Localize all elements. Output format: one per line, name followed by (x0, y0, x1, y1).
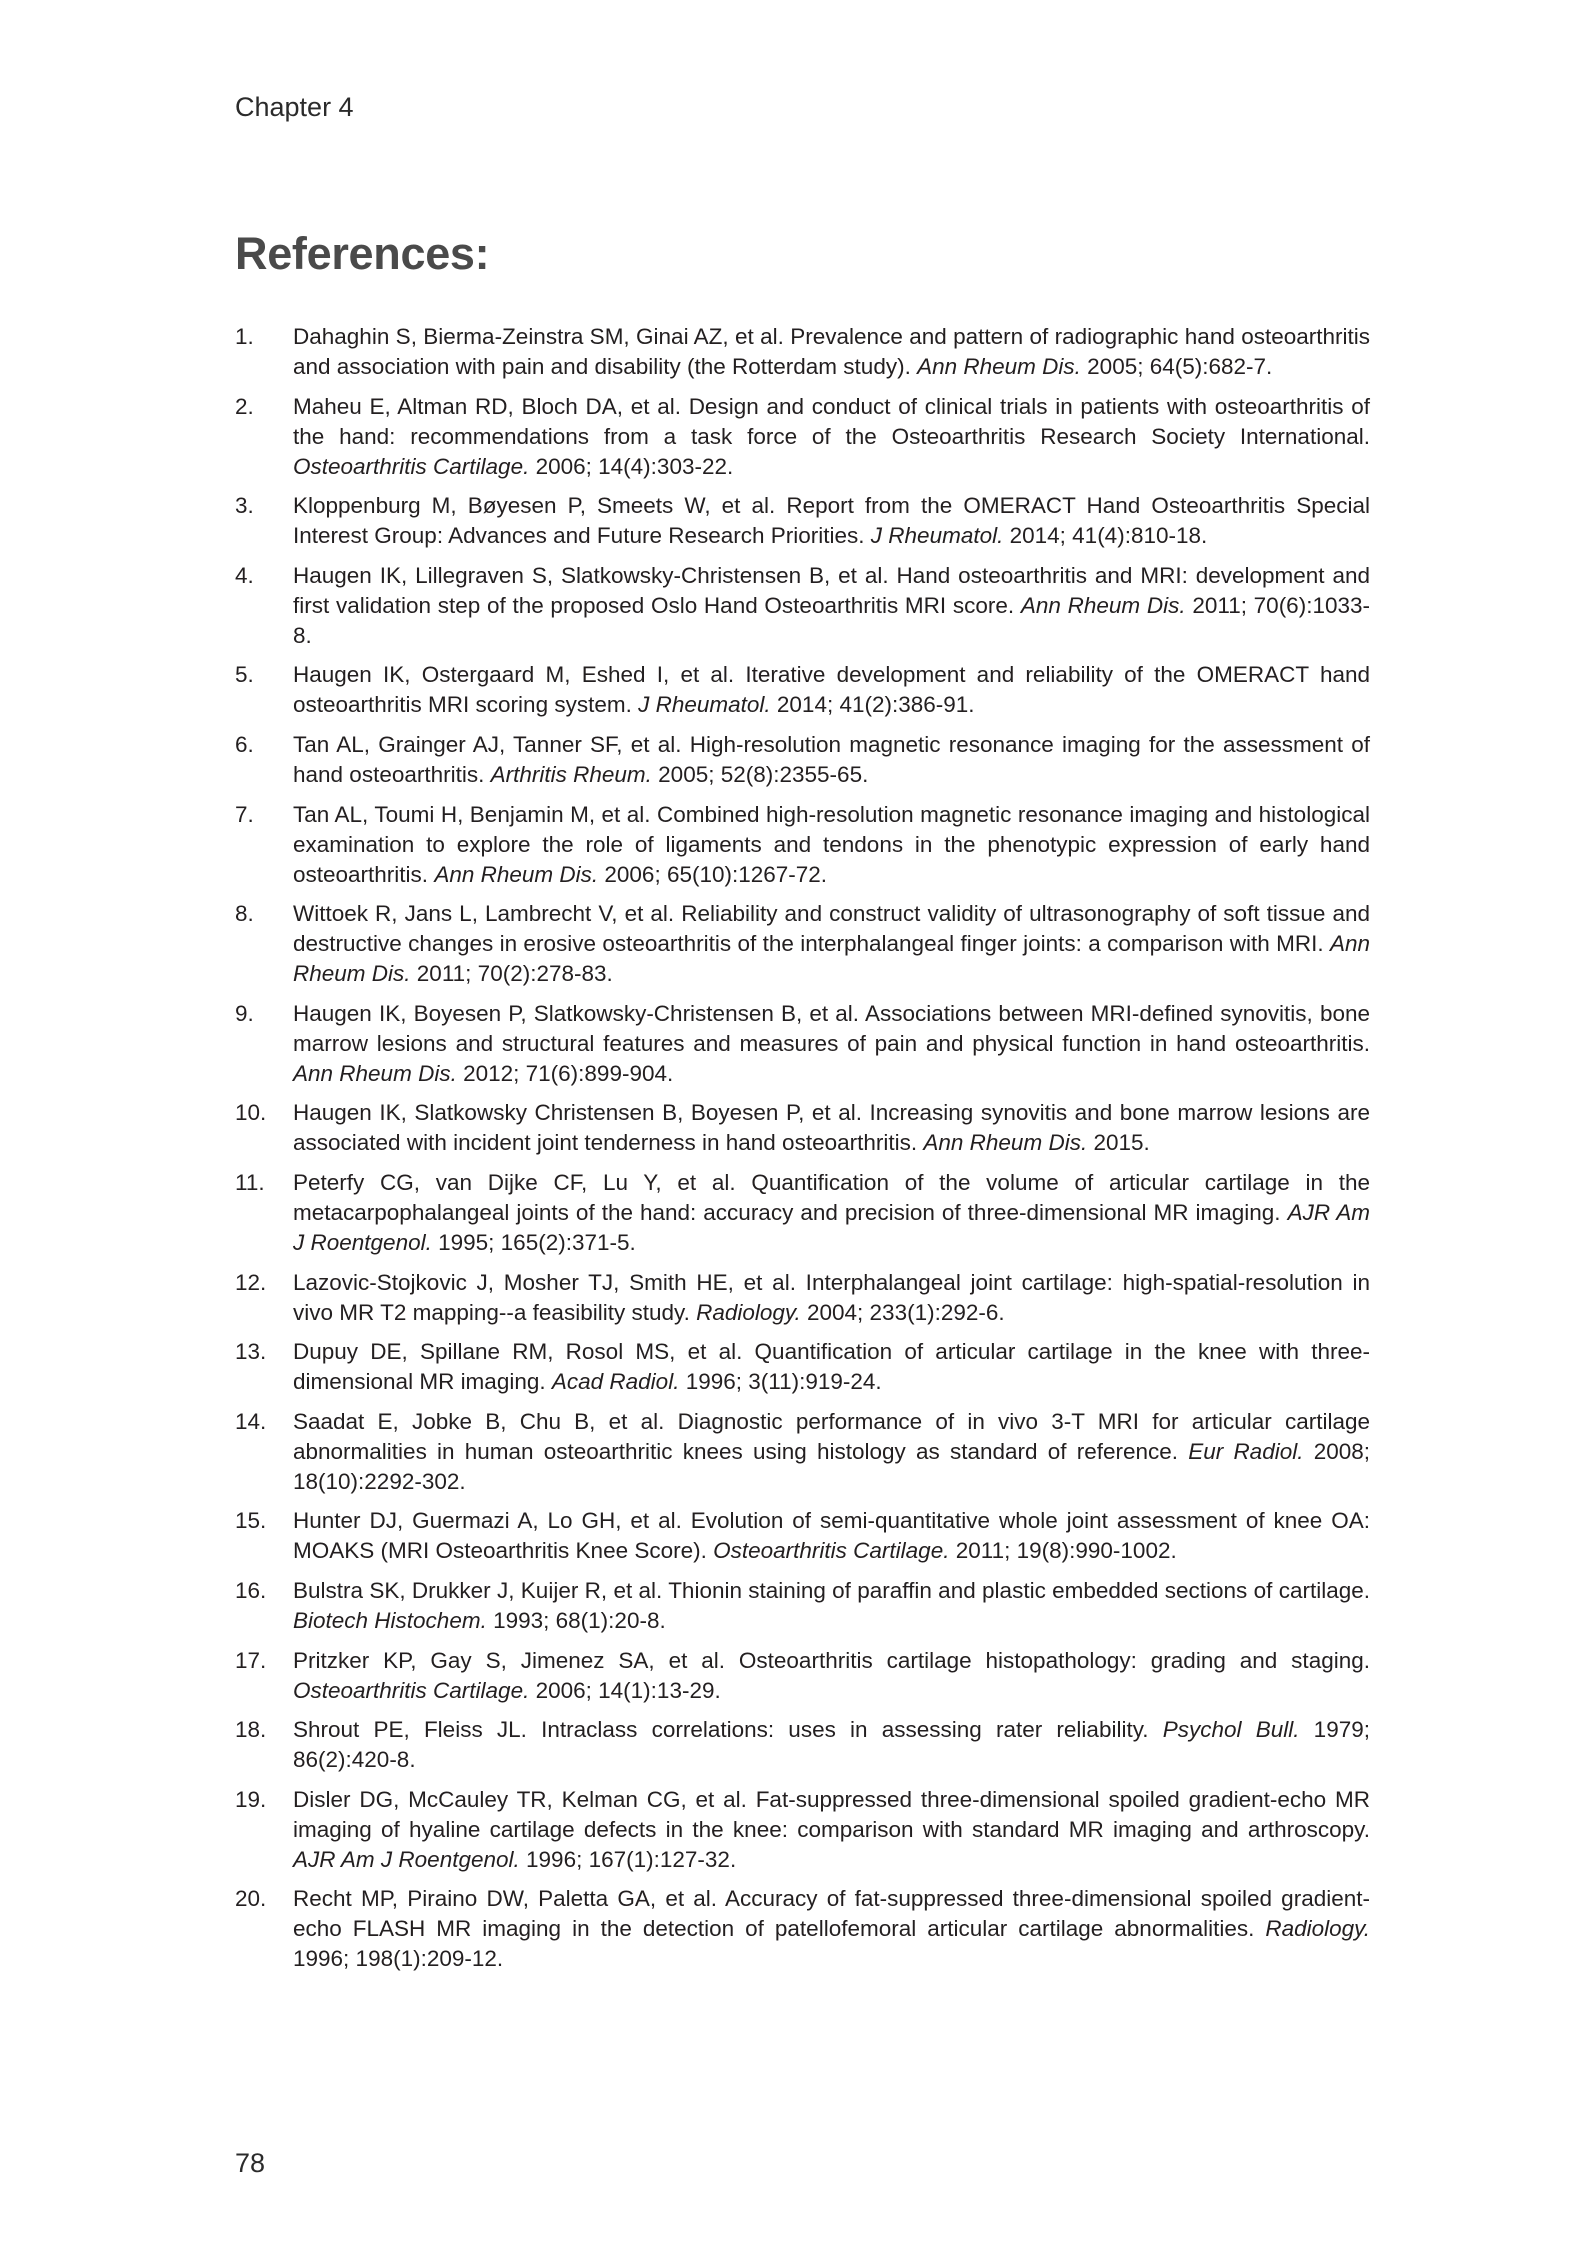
reference-item (235, 730, 1370, 790)
reference-text: Disler DG, McCauley TR, Kelman CG, et al. Fat-suppressed three-dimensional spoiled gradient-echo MR imaging of hyaline cartilage defects in the knee: comparison with standard MR imaging and arthroscopy. (293, 1786, 1370, 1842)
reference-number: 8. (235, 901, 254, 927)
reference-number: 14. (235, 1408, 267, 1434)
reference-journal: Ann Rheum Dis. (434, 861, 599, 887)
reference-details: 1996; 167(1):127-32. (519, 1846, 737, 1872)
reference-details: 1996; 3(11):919-24. (679, 1369, 882, 1395)
reference-details: 2008; 18(10):2292-302. (293, 1438, 1370, 1494)
reference-text: Dupuy DE, Spillane RM, Rosol MS, et al. Quantification of articular cartilage in the knee with three-dimensional MR imaging. (293, 1339, 1370, 1395)
reference-number: 5. (235, 662, 254, 688)
reference-details: 2014; 41(2):386-91. (770, 692, 975, 718)
reference-item (235, 899, 1370, 989)
reference-number: 16. (235, 1577, 267, 1603)
reference-item (235, 322, 1370, 382)
reference-item (235, 1168, 1370, 1258)
reference-text: Recht MP, Piraino DW, Paletta GA, et al. Accuracy of fat-suppressed three-dimensional spoiled gradient-echo FLASH MR imaging in the detection of patellofemoral articular cartilage abnormalities. (293, 1886, 1370, 1942)
reference-text: Hunter DJ, Guermazi A, Lo GH, et al. Evolution of semi-quantitative whole joint assessment of knee OA: MOAKS (MRI Osteoarthritis Knee Score). (293, 1508, 1370, 1564)
reference-journal: Ann Rheum Dis. (917, 354, 1081, 379)
reference-text: Kloppenburg M, Bøyesen P, Smeets W, et al. Report from the OMERACT Hand Osteoarthritis Special Interest Group: Advances and Future Research Priorities. (293, 493, 1370, 549)
reference-item (235, 561, 1370, 651)
reference-item (235, 999, 1370, 1089)
reference-details: 2012; 71(6):899-904. (456, 1060, 674, 1086)
chapter-header: Chapter 4 (235, 92, 354, 122)
reference-details: 1995; 165(2):371-5. (431, 1229, 636, 1255)
reference-item (235, 800, 1370, 890)
reference-item (235, 1337, 1370, 1397)
reference-item (235, 1506, 1370, 1566)
reference-details: 2004; 233(1):292-6. (800, 1299, 1005, 1325)
reference-item (235, 1407, 1370, 1497)
reference-text: Bulstra SK, Drukker J, Kuijer R, et al. Thionin staining of paraffin and plastic embedded sections of cartilage. (293, 1577, 1370, 1603)
reference-item (235, 1884, 1370, 1974)
reference-number: 12. (235, 1269, 267, 1295)
reference-text: Tan AL, Toumi H, Benjamin M, et al. Combined high-resolution magnetic resonance imaging and histological examination to explore the role of ligaments and tendons in the phenotypic expression of early hand osteoarthritis. (293, 801, 1370, 887)
reference-number: 18. (235, 1717, 267, 1743)
reference-text: Shrout PE, Fleiss JL. Intraclass correlations: uses in assessing rater reliability. (293, 1717, 1163, 1743)
reference-number: 19. (235, 1786, 267, 1812)
reference-details: 1979; 86(2):420-8. (293, 1717, 1370, 1773)
reference-item (235, 1715, 1370, 1775)
reference-details: 1996; 198(1):209-12. (293, 1946, 504, 1972)
reference-journal: Osteoarthritis Cartilage. (713, 1538, 950, 1564)
reference-journal: J Rheumatol. (638, 692, 771, 718)
reference-item (235, 1646, 1370, 1706)
reference-number: 13. (235, 1339, 267, 1365)
reference-number: 9. (235, 1000, 254, 1026)
references-heading: References: (235, 228, 490, 279)
reference-list (235, 322, 1370, 1984)
reference-journal: Biotech Histochem. (293, 1607, 487, 1633)
reference-number: 20. (235, 1886, 267, 1912)
reference-details: 2015. (1087, 1130, 1150, 1156)
reference-number: 11. (235, 1169, 265, 1195)
reference-item (235, 1785, 1370, 1875)
reference-number: 3. (235, 493, 254, 519)
reference-journal: Radiology. (1265, 1916, 1370, 1942)
reference-number: 1. (235, 324, 254, 349)
reference-text: Tan AL, Grainger AJ, Tanner SF, et al. High-resolution magnetic resonance imaging for the assessment of hand osteoarthritis. (293, 731, 1370, 787)
reference-number: 17. (235, 1647, 267, 1673)
reference-journal: AJR Am J Roentgenol. (293, 1199, 1370, 1255)
reference-item (235, 392, 1370, 482)
reference-text: Maheu E, Altman RD, Bloch DA, et al. Design and conduct of clinical trials in patients with osteoarthritis of the hand: recommendations from a task force of the Osteoarthritis Research Society International. (293, 393, 1370, 449)
reference-journal: Psychol Bull. (1162, 1717, 1300, 1743)
reference-journal: Eur Radiol. (1188, 1438, 1304, 1464)
reference-journal: Ann Rheum Dis. (923, 1130, 1088, 1156)
reference-journal: Osteoarthritis Cartilage. (293, 453, 530, 479)
reference-details: 2014; 41(4):810-18. (1003, 523, 1208, 549)
reference-text: Haugen IK, Lillegraven S, Slatkowsky-Christensen B, et al. Hand osteoarthritis and MRI: development and first validation step of the proposed Oslo Hand Osteoarthritis MRI score. (293, 562, 1370, 618)
reference-number: 4. (235, 562, 254, 588)
reference-number: 10. (235, 1100, 267, 1126)
reference-journal: Ann Rheum Dis. (293, 931, 1370, 987)
reference-text: Haugen IK, Boyesen P, Slatkowsky-Christensen B, et al. Associations between MRI-defined synovitis, bone marrow lesions and structural features and measures of pain and physical function in hand osteoarthritis. (293, 1000, 1370, 1056)
page-number: 78 (235, 2148, 266, 2178)
reference-details: 2011; 70(6):1033-8. (293, 592, 1370, 648)
reference-details: 2011; 70(2):278-83. (410, 961, 613, 987)
reference-journal: Radiology. (696, 1299, 801, 1325)
reference-text: Wittoek R, Jans L, Lambrecht V, et al. Reliability and construct validity of ultrasonography of soft tissue and destructive changes in erosive osteoarthritis of the interphalangeal finger joints: a comparison with MRI. (293, 901, 1370, 957)
reference-text: Dahaghin S, Bierma-Zeinstra SM, Ginai AZ, et al. Prevalence and pattern of radiographic hand osteoarthritis and association with pain and disability (the Rotterdam study). (293, 324, 1370, 379)
reference-journal: Osteoarthritis Cartilage. (293, 1677, 530, 1703)
reference-item (235, 660, 1370, 720)
reference-number: 15. (235, 1508, 267, 1534)
reference-details: 2011; 19(8):990-1002. (949, 1538, 1177, 1564)
reference-text: Haugen IK, Slatkowsky Christensen B, Boyesen P, et al. Increasing synovitis and bone marrow lesions are associated with incident joint tenderness in hand osteoarthritis. (293, 1100, 1370, 1156)
reference-number: 6. (235, 731, 254, 757)
reference-item (235, 1576, 1370, 1636)
reference-text: Pritzker KP, Gay S, Jimenez SA, et al. Osteoarthritis cartilage histopathology: grading and staging. (293, 1647, 1370, 1673)
reference-details: 2006; 14(4):303-22. (529, 453, 734, 479)
reference-text: Peterfy CG, van Dijke CF, Lu Y, et al. Quantification of the volume of articular cartilage in the metacarpophalangeal joints of the hand: accuracy and precision of three-dimensional MR imaging. (293, 1169, 1370, 1225)
reference-text: Saadat E, Jobke B, Chu B, et al. Diagnostic performance of in vivo 3-T MRI for articular cartilage abnormalities in human osteoarthritic knees using histology as standard of reference. (293, 1408, 1370, 1464)
reference-number: 2. (235, 393, 254, 419)
reference-item (235, 491, 1370, 551)
reference-journal: AJR Am J Roentgenol. (293, 1846, 520, 1872)
reference-details: 1993; 68(1):20-8. (486, 1607, 666, 1633)
reference-item (235, 1268, 1370, 1328)
reference-number: 7. (235, 801, 254, 827)
reference-text: Haugen IK, Ostergaard M, Eshed I, et al. Iterative development and reliability of the OMERACT hand osteoarthritis MRI scoring system. (293, 662, 1370, 718)
reference-item (235, 1098, 1370, 1158)
reference-details: 2006; 14(1):13-29. (529, 1677, 721, 1703)
reference-text: Lazovic-Stojkovic J, Mosher TJ, Smith HE, et al. Interphalangeal joint cartilage: high-spatial-resolution in vivo MR T2 mapping--a feasibility study. (293, 1269, 1370, 1325)
reference-journal: Ann Rheum Dis. (1020, 592, 1186, 618)
reference-details: 2006; 65(10):1267-72. (598, 861, 828, 887)
reference-details: 2005; 52(8):2355-65. (651, 761, 869, 787)
reference-journal: Arthritis Rheum. (490, 761, 652, 787)
reference-journal: J Rheumatol. (870, 523, 1004, 549)
reference-journal: Ann Rheum Dis. (293, 1060, 457, 1086)
reference-journal: Acad Radiol. (551, 1369, 680, 1395)
reference-details: 2005; 64(5):682-7. (1080, 354, 1273, 379)
